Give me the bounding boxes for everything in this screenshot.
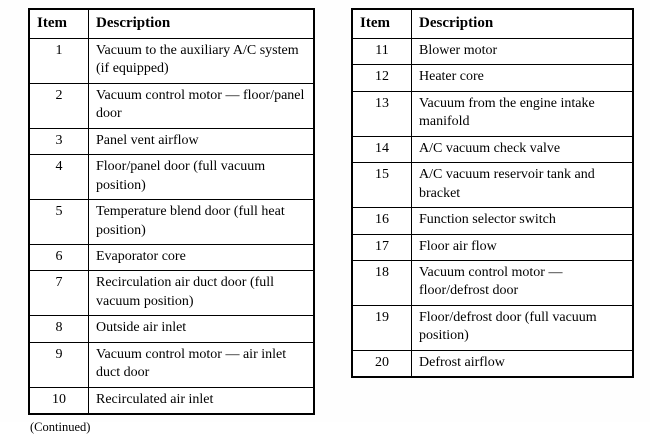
table-row [352,208,633,234]
description-cell: Floor air flow [412,234,634,260]
item-cell: 12 [352,65,412,91]
table-row [29,342,314,387]
header-row [352,9,633,38]
table-row [352,163,633,208]
table-row [29,271,314,316]
right-parts-table [351,8,634,378]
description-column-header: Description [89,9,315,38]
item-cell: 16 [352,208,412,234]
description-cell: Defrost airflow [412,350,634,377]
description-cell: Outside air inlet [89,316,315,342]
table-row [29,38,314,83]
left-table-body [29,38,314,414]
item-cell: 9 [29,342,89,387]
description-cell: Vacuum control motor — air inlet duct door [89,342,315,387]
table-row [352,38,633,64]
item-cell: 3 [29,128,89,154]
table-row [29,316,314,342]
item-cell: 13 [352,91,412,136]
right-table-header [352,9,633,38]
table-row [29,128,314,154]
item-cell: 17 [352,234,412,260]
table-row [29,387,314,414]
description-cell: Vacuum control motor — floor/defrost door [412,261,634,306]
description-cell: Floor/defrost door (full vacuum position) [412,305,634,350]
left-parts-table [28,8,315,415]
item-cell: 1 [29,38,89,83]
description-cell: Function selector switch [412,208,634,234]
description-cell: Blower motor [412,38,634,64]
table-row [352,91,633,136]
item-cell: 18 [352,261,412,306]
item-cell: 10 [29,387,89,414]
table-row [352,305,633,350]
table-row [29,155,314,200]
description-cell: A/C vacuum check valve [412,136,634,162]
table-row [29,200,314,245]
continued-label: (Continued) [30,420,91,435]
description-cell: Floor/panel door (full vacuum position) [89,155,315,200]
table-row [29,83,314,128]
item-cell: 11 [352,38,412,64]
item-cell: 20 [352,350,412,377]
item-cell: 7 [29,271,89,316]
description-cell: Vacuum control motor — floor/panel door [89,83,315,128]
item-column-header: Item [352,9,412,38]
table-row [352,261,633,306]
description-cell: Temperature blend door (full heat position) [89,200,315,245]
description-cell: Evaporator core [89,245,315,271]
left-table-header [29,9,314,38]
header-row [29,9,314,38]
description-cell: Vacuum from the engine intake manifold [412,91,634,136]
item-cell: 15 [352,163,412,208]
item-cell: 19 [352,305,412,350]
table-row [352,350,633,377]
item-cell: 8 [29,316,89,342]
right-table-body [352,38,633,377]
description-column-header: Description [412,9,634,38]
item-cell: 14 [352,136,412,162]
description-cell: A/C vacuum reservoir tank and bracket [412,163,634,208]
item-cell: 2 [29,83,89,128]
table-row [29,245,314,271]
description-cell: Heater core [412,65,634,91]
description-cell: Panel vent airflow [89,128,315,154]
item-cell: 6 [29,245,89,271]
table-row [352,234,633,260]
table-row [352,136,633,162]
table-row [352,65,633,91]
description-cell: Vacuum to the auxiliary A/C system (if equipped) [89,38,315,83]
item-cell: 4 [29,155,89,200]
item-column-header: Item [29,9,89,38]
description-cell: Recirculated air inlet [89,387,315,414]
description-cell: Recirculation air duct door (full vacuum position) [89,271,315,316]
item-cell: 5 [29,200,89,245]
